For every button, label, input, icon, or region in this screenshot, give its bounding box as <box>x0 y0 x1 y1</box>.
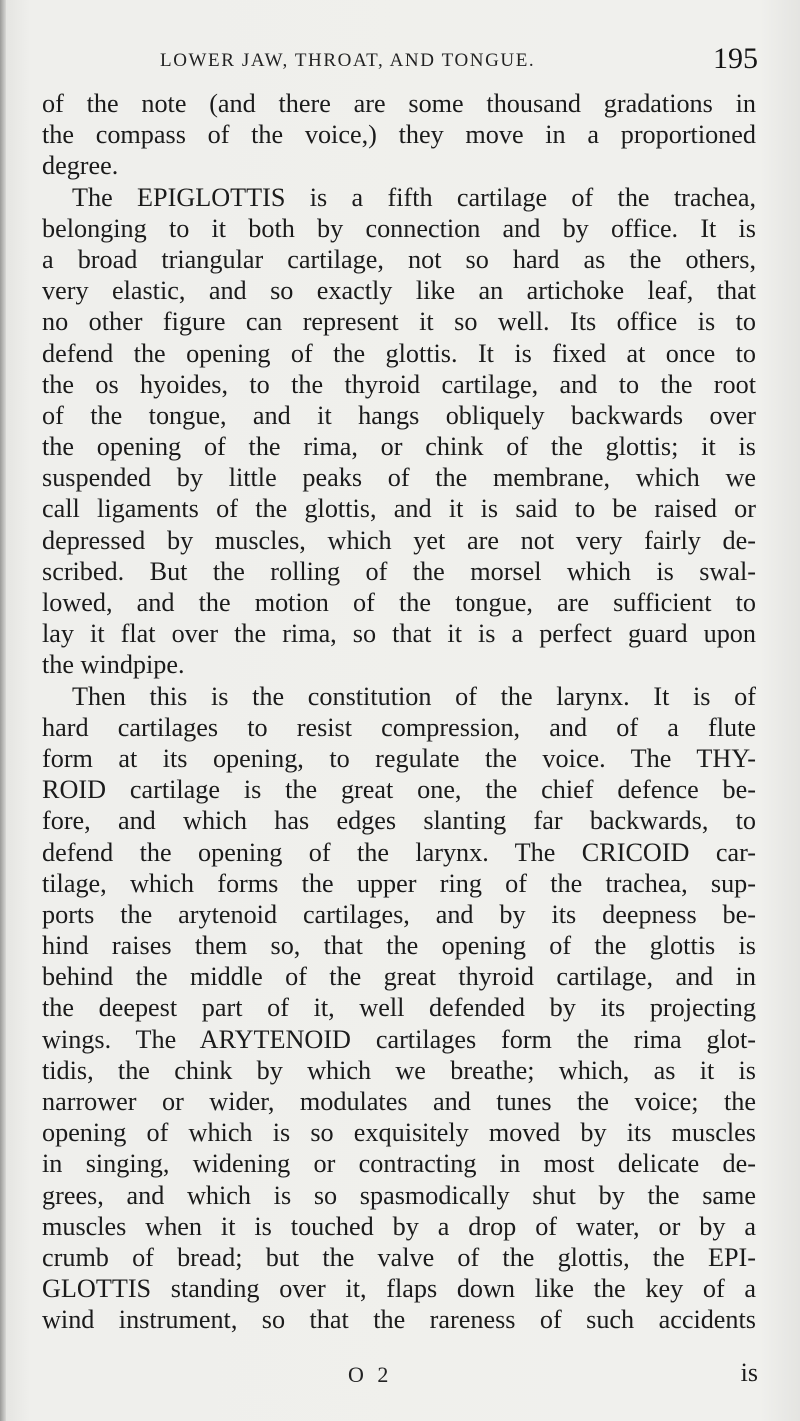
text-line: The EPIGLOTTIS is a fifth cartilage of the trachea, <box>72 182 756 212</box>
text-line: ROID cartilage is the great one, the chief defence be- <box>42 775 756 805</box>
text-line: lay it flat over the rima, so that it is a perfect guard upon <box>42 619 756 649</box>
catchword: is <box>740 1358 758 1387</box>
page-footer <box>40 1358 758 1398</box>
page-gutter-shadow <box>0 0 6 1421</box>
text-line: of the tongue, and it hangs obliquely backwards over <box>42 400 756 430</box>
text-line: the compass of the voice,) they move in a proportioned <box>42 120 756 150</box>
text-line: opening of which is so exquisitely moved by its muscles <box>42 1118 756 1148</box>
text-line: ports the arytenoid cartilages, and by its deepness be- <box>42 899 756 929</box>
text-line: fore, and which has edges slanting far backwards, to <box>42 806 756 836</box>
text-line: a broad triangular cartilage, not so hard as the others, <box>42 244 756 274</box>
text-line: defend the opening of the glottis. It is fixed at once to <box>42 338 756 368</box>
text-line: behind the middle of the great thyroid cartilage, and in <box>42 962 756 992</box>
body-text <box>42 88 756 1336</box>
text-line: GLOTTIS standing over it, flaps down like the key of a <box>42 1274 756 1304</box>
text-line: Then this is the constitution of the larynx. It is of <box>72 681 756 711</box>
text-line: in singing, widening or contracting in most delicate de- <box>42 1149 756 1179</box>
page-header <box>40 44 762 78</box>
text-line: belonging to it both by connection and by office. It is <box>42 213 756 243</box>
text-line: form at its opening, to regulate the voice. The THY- <box>42 743 756 773</box>
text-line: the windpipe. <box>42 650 185 680</box>
text-line: of the note (and there are some thousand gradations in <box>42 89 756 118</box>
text-line: wind instrument, so that the rareness of such accidents <box>42 1305 756 1335</box>
text-line: hard cartilages to resist compression, and of a flute <box>42 712 756 742</box>
text-line: the opening of the rima, or chink of the glottis; it is <box>42 432 756 462</box>
text-line: no other figure can represent it so well. Its office is to <box>42 307 756 337</box>
text-line: hind raises them so, that the opening of the glottis is <box>42 931 756 961</box>
text-line: defend the opening of the larynx. The CRICOID car- <box>42 837 756 867</box>
text-line: scribed. But the rolling of the morsel which is swal- <box>42 556 756 586</box>
text-line: wings. The ARYTENOID cartilages form the rima glot- <box>42 1024 756 1054</box>
text-line: very elastic, and so exactly like an artichoke leaf, that <box>42 276 756 306</box>
text-line: lowed, and the motion of the tongue, are sufficient to <box>42 588 756 617</box>
text-line: grees, and which is so spasmodically shut by the same <box>42 1180 756 1210</box>
text-line: suspended by little peaks of the membrane, which we <box>42 463 756 493</box>
text-line: call ligaments of the glottis, and it is said to be raised or <box>42 494 756 524</box>
text-line: crumb of bread; but the valve of the glottis, the EPI- <box>42 1242 756 1272</box>
text-line: tidis, the chink by which we breathe; which, as it is <box>42 1055 756 1085</box>
running-head: LOWER JAW, THROAT, AND TONGUE. <box>160 50 536 71</box>
text-line: the deepest part of it, well defended by its projecting <box>42 993 756 1023</box>
signature-mark: O 2 <box>348 1362 393 1387</box>
text-line: muscles when it is touched by a drop of water, or by a <box>42 1211 756 1241</box>
text-line: narrower or wider, modulates and tunes the voice; the <box>42 1087 756 1116</box>
text-line: degree. <box>42 151 119 181</box>
text-line: depressed by muscles, which yet are not very fairly de- <box>42 525 756 555</box>
text-line: the os hyoides, to the thyroid cartilage, and to the root <box>42 369 756 399</box>
text-line: tilage, which forms the upper ring of the trachea, sup- <box>42 868 756 898</box>
page-number: 195 <box>713 42 758 75</box>
